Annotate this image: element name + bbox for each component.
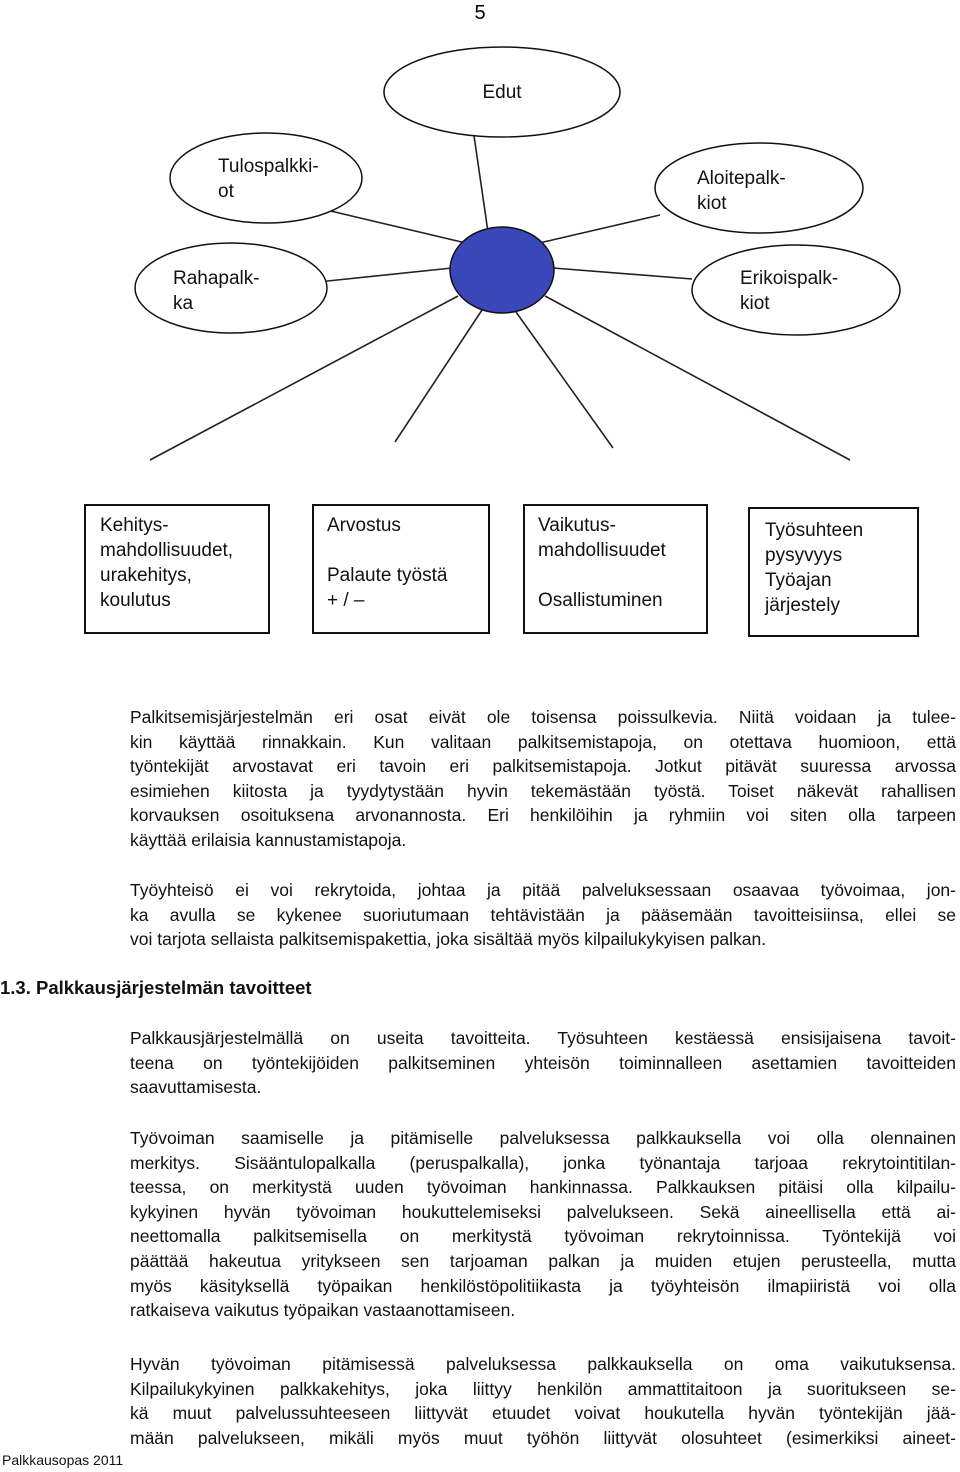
ellipse-label-tulospalkkiot: Tulospalkki- ot [218,156,319,202]
page-number: 5 [474,2,486,24]
ellipse-label-rahapalkka: Rahapalk- ka [173,268,260,314]
ellipse-label-aloitepalkkiot: Aloitepalk- kiot [697,168,786,214]
ellipse-label-edut: Edut [482,82,522,103]
center-node [450,227,554,313]
box-label-tyosuhde: Työsuhteen pysyvyys Työajan järjestely [765,520,864,616]
spoke-edut [472,122,488,232]
spoke-erikoispalkkiot [553,268,692,279]
spoke-rahapalkka [318,268,452,282]
box-label-vaikutus: Vaikutus- mahdollisuudet Osallistuminen [538,515,666,611]
spoke-aloitepalkkiot [535,215,660,244]
section-heading: 1.3. Palkkausjärjestelmän tavoitteet [0,977,312,998]
box-label-arvostus: Arvostus Palaute työstä + / – [327,515,448,611]
paragraph-4: Työvoiman saamiselle ja pitämiselle palveluksessa palkkauksella voi olla olennainen merkitys. Sisääntulopalkalla (peruspalkalla), jonka työnantaja tarjoaa rekrytointitilan- teessa, on merkitystä uuden työvoiman hankinnassa. Palkkauksen pitäisi olla kilpailu- kykyinen hyvän työvoiman houkuttelemiseksi palvelukseen. Sekä aineellisella että ai- neettomalla palkitsemisella on merkitystä työvoiman rekrytoinnissa. Työntekijä voi päättää hakeutua yritykseen sen tarjoaman palkan ja muiden etujen perusteella, mutta myös käsityksellä työpaikan henkilöstöpolitiikasta ja työyhteisön ilmapiiristä voi olla ratkaiseva vaikutus työpaikan vastaanottamiseen. [130,1128,956,1321]
spoke-box-2 [395,310,482,442]
spoke-tulospalkkiot [318,208,470,244]
paragraph-1: Palkitsemisjärjestelmän eri osat eivät ole toisensa poissulkevia. Niitä voidaan ja tulee- kin käyttää rinnakkain. Kun valitaan palkitsemistapoja, on otettava huomioon, että työntekijät arvostavat eri tavoin eri palkitsemistapoja. Jotkut pitävät suuressa arvossa esimiehen kiitosta ja tyydytystään hyvin tekemästään työstä. Toiset näkevät rahallisen korvauksen osoituksena arvonannosta. Eri henkilöihin ja ryhmiin voi siten olla tarpeen käyttää erilaisia kannustamistapoja. [130,707,956,850]
spoke-box-3 [516,312,613,448]
paragraph-2: Työyhteisö ei voi rekrytoida, johtaa ja pitää palveluksessaan osaavaa työvoimaa, jon- ka avulla se kykenee suoriutumaan tehtävistään ja pääsemään tavoitteisiinsa, ellei se voi tarjota sellaista palkitsemispakettia, joka sisältää myös kilpailukykyisen palkan. [130,880,956,950]
paragraph-5: Hyvän työvoiman pitämisessä palveluksessa palkkauksella on oma vaikutuksensa. Kilpailukykyinen palkkakehitys, joka liittyy henkilön ammattitaitoon ja suoritukseen se- kä muut palvelussuhteeseen liittyvät etuudet voivat houkutella hyvän työntekijän jää- mään palvelukseen, mikäli myös muut työhön liittyvät olosuhteet (esimerkiksi aineet- [130,1354,956,1448]
paragraph-3: Palkkausjärjestelmällä on useita tavoitteita. Työsuhteen kestäessä ensisijaisena tavoit- teena on työntekijöiden palkitseminen yhteisön toiminnalleen asettamien tavoitteiden saavuttamisesta. [130,1028,956,1098]
box-label-kehitys: Kehitys- mahdollisuudet, urakehitys, koulutus [100,515,234,611]
ellipse-label-erikoispalkkiot: Erikoispalk- kiot [740,268,839,314]
footer-text: Palkkausopas 2011 [2,1452,124,1468]
